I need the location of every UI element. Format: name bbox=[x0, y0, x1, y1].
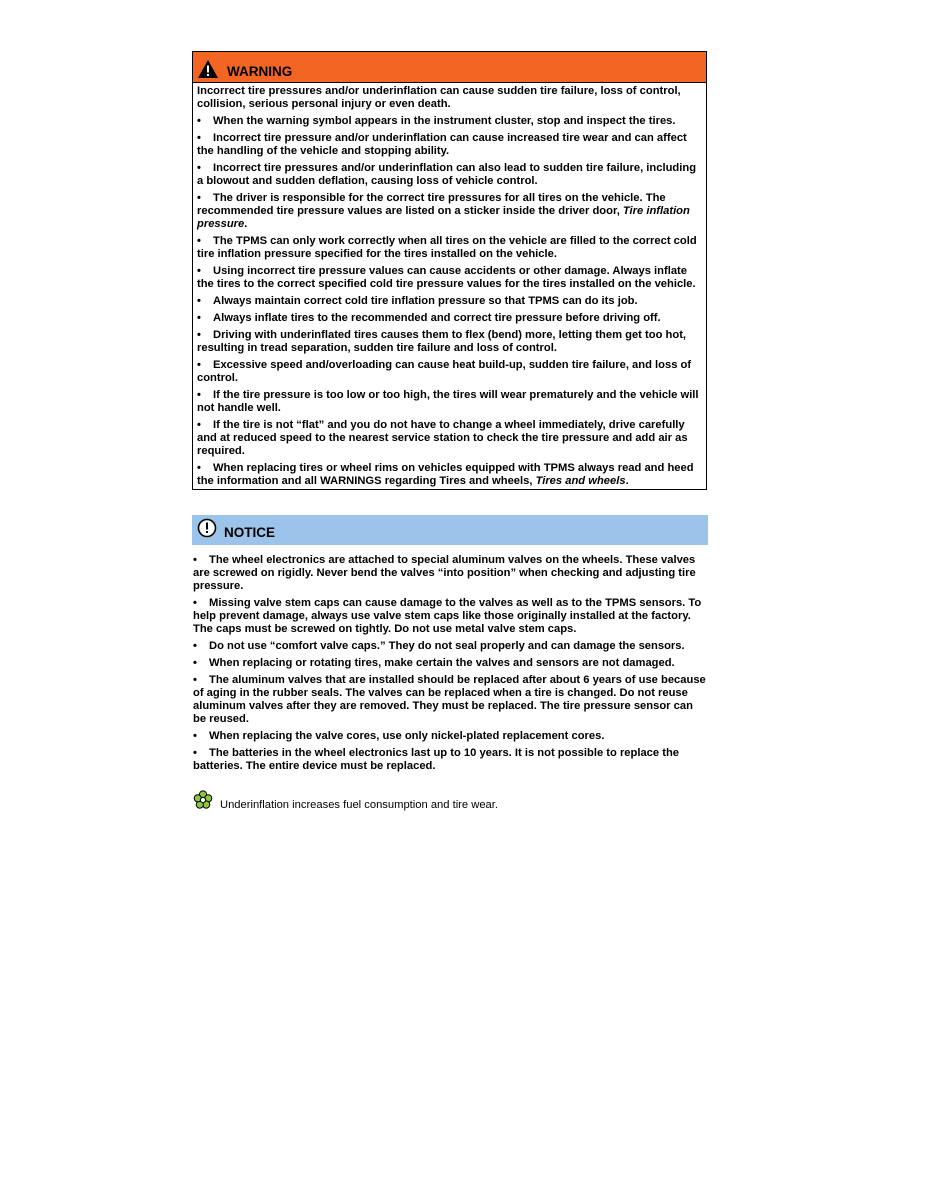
bullet-icon: • bbox=[197, 419, 201, 431]
warning-intro: Incorrect tire pressures and/or underinflation can cause sudden tire failure, loss of control, collision, serious personal injury or even death. bbox=[197, 85, 681, 110]
notice-item: • The batteries in the wheel electronics last up to 10 years. It is not possible to replace the batteries. The entire device must be replaced. bbox=[193, 747, 680, 772]
warning-item: • Driving with underinflated tires causes them to flex (bend) more, letting them get too hot, resulting in tread separation, sudden tire failure and loss of control. bbox=[197, 329, 687, 354]
notice-body bbox=[193, 554, 709, 777]
warning-item: • The driver is responsible for the correct tire pressures for all tires on the vehicle. The recommended tire pressure values are listed on a sticker inside the driver door, Tire inflation pressure. bbox=[197, 192, 690, 230]
bullet-icon: • bbox=[197, 115, 201, 127]
bullet-icon: • bbox=[193, 730, 197, 742]
bullet-icon: • bbox=[193, 597, 197, 609]
notice-item: • When replacing or rotating tires, make certain the valves and sensors are not damaged. bbox=[193, 657, 675, 669]
bullet-icon: • bbox=[197, 265, 201, 277]
bullet-icon: • bbox=[197, 132, 201, 144]
notice-item: • The aluminum valves that are installed should be replaced after about 6 years of use because of aging in the rubber seals. The valves can be replaced when a tire is changed. Do not reuse aluminum valves after they are removed. They must be replaced. The tire pressure sensor can be reused. bbox=[193, 674, 706, 725]
cross-reference-link[interactable]: Tires and wheels bbox=[535, 475, 626, 487]
warning-item: • When the warning symbol appears in the instrument cluster, stop and inspect the tires. bbox=[197, 115, 676, 127]
bullet-icon: • bbox=[193, 657, 197, 669]
notice-item: • When replacing the valve cores, use only nickel-plated replacement cores. bbox=[193, 730, 605, 742]
bullet-icon: • bbox=[197, 389, 201, 401]
warning-title: WARNING bbox=[227, 64, 293, 79]
warning-item: • When replacing tires or wheel rims on vehicles equipped with TPMS always read and heed the information and all WARNINGS regarding Tires and wheels, Tires and wheels. bbox=[197, 462, 694, 487]
environment-note bbox=[193, 790, 498, 810]
warning-body bbox=[193, 83, 706, 488]
warning-item: • Excessive speed and/overloading can cause heat build-up, sudden tire failure, and loss of control. bbox=[197, 359, 692, 384]
notice-item: • The wheel electronics are attached to special aluminum valves on the wheels. These valves are screwed on rigidly. Never bend the valves “into position” when checking and adjusting tire pressure. bbox=[193, 554, 696, 592]
warning-item: • The TPMS can only work correctly when all tires on the vehicle are filled to the correct cold tire inflation pressure specified for the tires installed on the vehicle. bbox=[197, 235, 697, 260]
bullet-icon: • bbox=[193, 747, 197, 759]
notice-item: • Do not use “comfort valve caps.” They do not seal properly and can damage the sensors. bbox=[193, 640, 685, 652]
exclamation-circle-icon bbox=[197, 518, 217, 538]
environment-note-text: Underinflation increases fuel consumption and tire wear. bbox=[220, 799, 498, 811]
warning-item: • Always inflate tires to the recommended and correct tire pressure before driving off. bbox=[197, 312, 661, 324]
bullet-icon: • bbox=[197, 235, 201, 247]
bullet-icon: • bbox=[197, 192, 201, 204]
warning-item: • If the tire pressure is too low or too high, the tires will wear prematurely and the vehicle will not handle well. bbox=[197, 389, 699, 414]
warning-box bbox=[192, 51, 707, 490]
warning-item: • Using incorrect tire pressure values can cause accidents or other damage. Always inflate the tires to the correct specified cold tire pressure values for the tires installed on the vehicle. bbox=[197, 265, 696, 290]
bullet-icon: • bbox=[193, 554, 197, 566]
notice-header bbox=[192, 515, 708, 545]
cross-reference-link[interactable]: Tire inflation pressure bbox=[197, 205, 690, 230]
flower-icon bbox=[193, 790, 213, 810]
notice-title: NOTICE bbox=[224, 524, 276, 540]
bullet-icon: • bbox=[197, 162, 201, 174]
warning-item: • Always maintain correct cold tire inflation pressure so that TPMS can do its job. bbox=[197, 295, 638, 307]
notice-item: • Missing valve stem caps can cause damage to the valves as well as to the TPMS sensors. To help prevent damage, always use valve stem caps like those originally installed at the factory. The caps must be screwed on tightly. Do not use metal valve stem caps. bbox=[193, 597, 702, 635]
bullet-icon: • bbox=[197, 295, 201, 307]
warning-item: • If the tire is not “flat” and you do not have to change a wheel immediately, drive carefully and at reduced speed to the nearest service station to check the tire pressure and add air as required. bbox=[197, 419, 688, 457]
bullet-icon: • bbox=[197, 462, 201, 474]
warning-triangle-icon bbox=[197, 59, 219, 79]
warning-header bbox=[193, 52, 706, 83]
bullet-icon: • bbox=[197, 329, 201, 341]
bullet-icon: • bbox=[193, 674, 197, 686]
bullet-icon: • bbox=[193, 640, 197, 652]
warning-item: • Incorrect tire pressure and/or underinflation can cause increased tire wear and can affect the handling of the vehicle and stopping ability. bbox=[197, 132, 687, 157]
bullet-icon: • bbox=[197, 312, 201, 324]
bullet-icon: • bbox=[197, 359, 201, 371]
warning-item: • Incorrect tire pressures and/or underinflation can also lead to sudden tire failure, including a blowout and sudden deflation, causing loss of vehicle control. bbox=[197, 162, 697, 187]
